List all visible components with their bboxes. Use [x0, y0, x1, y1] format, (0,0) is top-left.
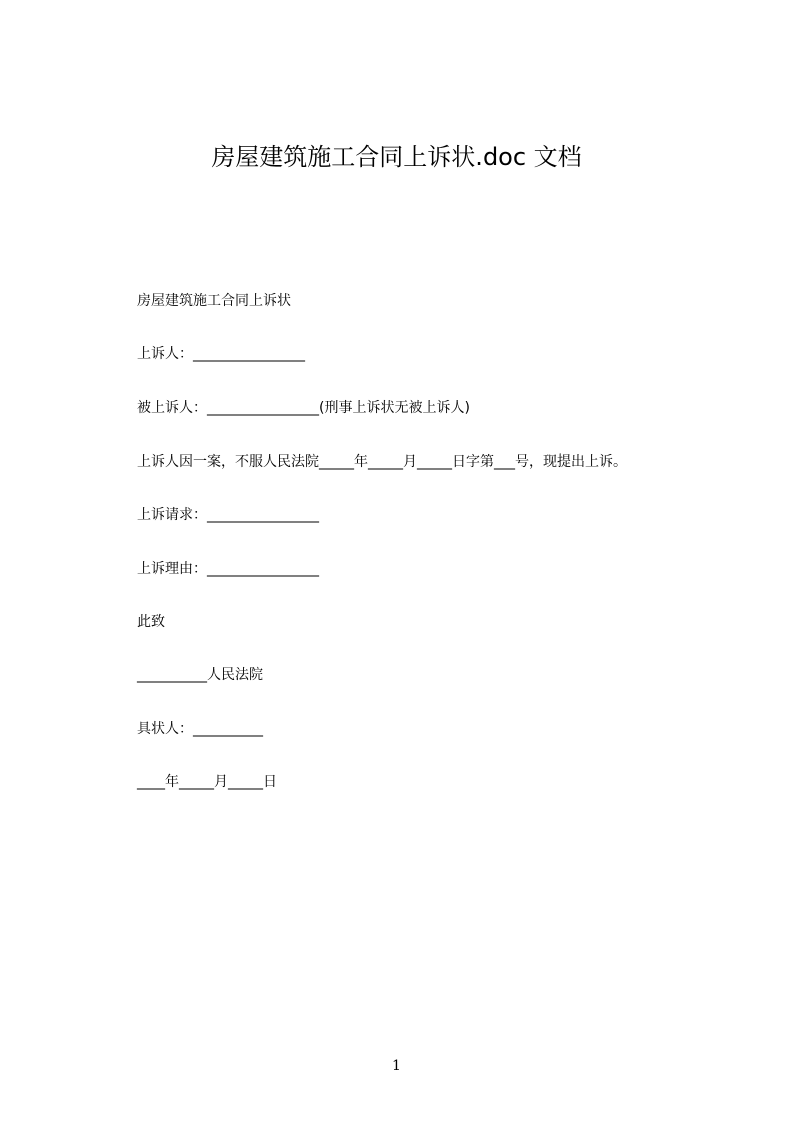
document-title: 房屋建筑施工合同上诉状.doc 文档 [211, 143, 582, 171]
appellee-line: 被上诉人：________________(刑事上诉状无被上诉人) [137, 400, 470, 416]
court-line: __________人民法院 [137, 667, 263, 683]
page-number: 1 [392, 1058, 401, 1074]
salutation-line: 此致 [137, 614, 165, 630]
appeal-reason-line: 上诉理由：________________ [137, 561, 319, 577]
appeal-request-line: 上诉请求：________________ [137, 507, 319, 523]
appellant-line: 上诉人：________________ [137, 346, 305, 362]
filer-line: 具状人：__________ [137, 721, 263, 737]
case-statement-line: 上诉人因一案，不服人民法院_____年_____月_____日字第___号，现提出上诉。 [137, 454, 627, 470]
heading-line: 房屋建筑施工合同上诉状 [137, 293, 291, 309]
date-line: ____年_____月_____日 [137, 774, 277, 790]
